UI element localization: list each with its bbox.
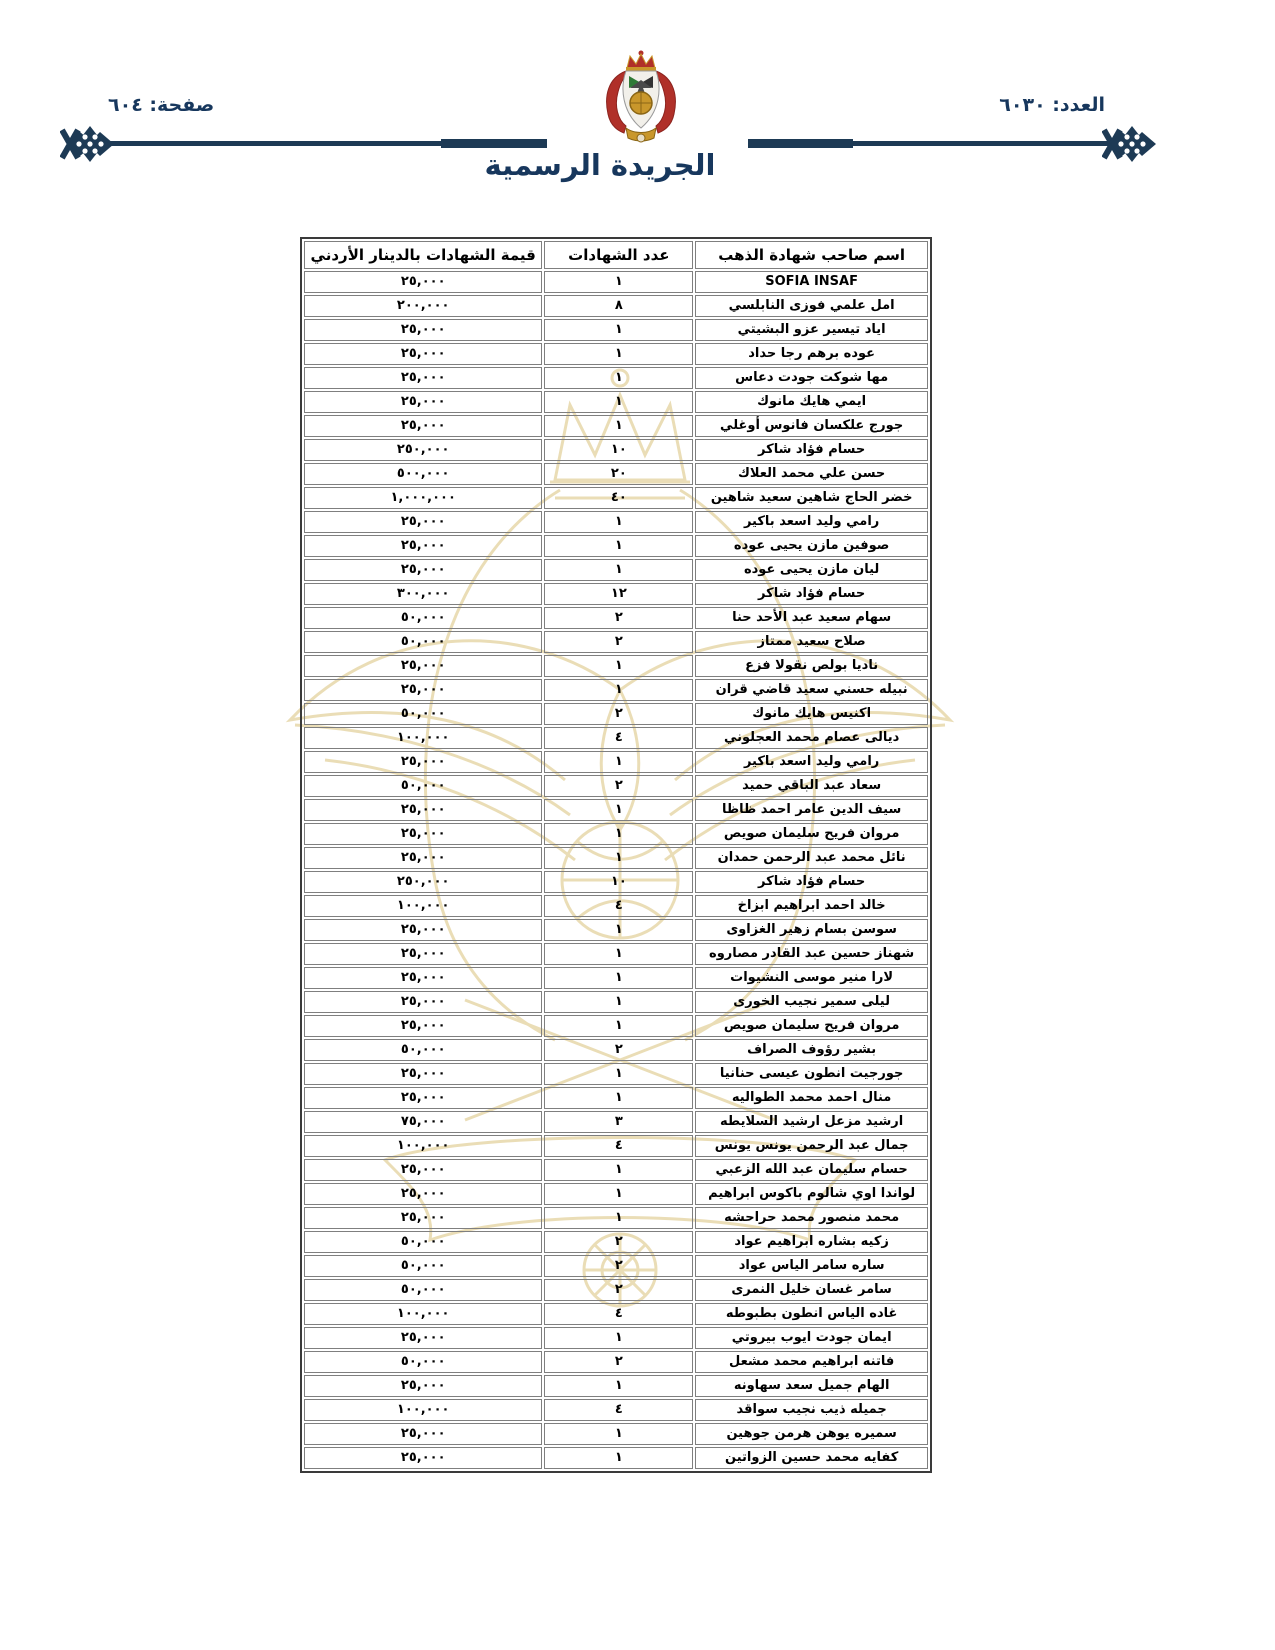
certificate-value-cell: ٥٠,٠٠٠ bbox=[304, 1351, 542, 1373]
certificate-count-cell: ٢٠ bbox=[544, 463, 693, 485]
holder-name-cell: جميله ذيب نجيب سواقد bbox=[695, 1399, 928, 1421]
certificate-count-cell: ١ bbox=[544, 1183, 693, 1205]
certificate-value-cell: ٢٥,٠٠٠ bbox=[304, 1447, 542, 1469]
table-row bbox=[304, 1255, 928, 1277]
certificate-count-cell: ١ bbox=[544, 319, 693, 341]
table-row bbox=[304, 1375, 928, 1397]
certificate-count-cell: ١ bbox=[544, 391, 693, 413]
certificate-count-cell: ١ bbox=[544, 271, 693, 293]
table-row bbox=[304, 1183, 928, 1205]
table-row bbox=[304, 631, 928, 653]
holder-name-cell: غاده الياس انطون بطبوطه bbox=[695, 1303, 928, 1325]
certificate-value-cell: ٢٥,٠٠٠ bbox=[304, 511, 542, 533]
table-row bbox=[304, 487, 928, 509]
certificate-count-cell: ١ bbox=[544, 343, 693, 365]
column-header-certificate-count: عدد الشهادات bbox=[544, 241, 693, 269]
certificate-value-cell: ٢٥,٠٠٠ bbox=[304, 991, 542, 1013]
gazette-title: الجريدة الرسمية bbox=[484, 148, 716, 182]
certificate-value-cell: ١,٠٠٠,٠٠٠ bbox=[304, 487, 542, 509]
holder-name-cell: سعاد عبد الباقي حميد bbox=[695, 775, 928, 797]
certificate-count-cell: ٤ bbox=[544, 1135, 693, 1157]
holder-name-cell: جورج علكسان فانوس أوغلي bbox=[695, 415, 928, 437]
certificate-value-cell: ٥٠,٠٠٠ bbox=[304, 1279, 542, 1301]
holder-name-cell: خضر الحاج شاهين سعيد شاهين bbox=[695, 487, 928, 509]
certificate-value-cell: ١٠٠,٠٠٠ bbox=[304, 1303, 542, 1325]
certificate-value-cell: ٥٠,٠٠٠ bbox=[304, 1255, 542, 1277]
table-row bbox=[304, 1207, 928, 1229]
holder-name-cell: لارا منير موسى النشيوات bbox=[695, 967, 928, 989]
certificate-count-cell: ١ bbox=[544, 559, 693, 581]
holder-name-cell: ليان مازن يحيى عوده bbox=[695, 559, 928, 581]
certificate-count-cell: ٢ bbox=[544, 1351, 693, 1373]
table-row bbox=[304, 847, 928, 869]
certificate-value-cell: ٢٥,٠٠٠ bbox=[304, 415, 542, 437]
holder-name-cell: خالد احمد ابراهيم ابزاخ bbox=[695, 895, 928, 917]
certificate-count-cell: ١ bbox=[544, 919, 693, 941]
holder-name-cell: منال احمد محمد الطواليه bbox=[695, 1087, 928, 1109]
table-row bbox=[304, 895, 928, 917]
certificate-value-cell: ٥٠,٠٠٠ bbox=[304, 607, 542, 629]
column-header-certificate-value: قيمة الشهادات بالدينار الأردني bbox=[304, 241, 542, 269]
certificate-count-cell: ٣ bbox=[544, 1111, 693, 1133]
table-row bbox=[304, 1135, 928, 1157]
jordan-coat-of-arms-icon bbox=[596, 50, 686, 146]
certificate-count-cell: ١ bbox=[544, 991, 693, 1013]
certificate-value-cell: ٢٥,٠٠٠ bbox=[304, 655, 542, 677]
certificate-count-cell: ١٠ bbox=[544, 439, 693, 461]
table-row bbox=[304, 1159, 928, 1181]
certificate-count-cell: ١ bbox=[544, 1375, 693, 1397]
certificate-value-cell: ٥٠,٠٠٠ bbox=[304, 1231, 542, 1253]
table-row bbox=[304, 655, 928, 677]
certificate-count-cell: ١ bbox=[544, 1327, 693, 1349]
certificate-count-cell: ٢ bbox=[544, 607, 693, 629]
holder-name-cell: ايمي هايك مانوك bbox=[695, 391, 928, 413]
holder-name-cell: حسام سليمان عبد الله الزعبي bbox=[695, 1159, 928, 1181]
certificate-value-cell: ٢٥,٠٠٠ bbox=[304, 391, 542, 413]
certificate-value-cell: ٢٠٠,٠٠٠ bbox=[304, 295, 542, 317]
certificate-count-cell: ١ bbox=[544, 1159, 693, 1181]
certificate-value-cell: ٥٠,٠٠٠ bbox=[304, 1039, 542, 1061]
holder-name-cell: سوسن بسام زهير الغزاوى bbox=[695, 919, 928, 941]
certificate-count-cell: ١ bbox=[544, 967, 693, 989]
holder-name-cell: الهام جميل سعد سهاونه bbox=[695, 1375, 928, 1397]
certificate-value-cell: ٥٠,٠٠٠ bbox=[304, 775, 542, 797]
certificate-value-cell: ٢٥,٠٠٠ bbox=[304, 847, 542, 869]
table-row bbox=[304, 727, 928, 749]
certificate-count-cell: ١ bbox=[544, 679, 693, 701]
certificate-count-cell: ١ bbox=[544, 1087, 693, 1109]
certificate-value-cell: ٢٥,٠٠٠ bbox=[304, 319, 542, 341]
certificate-value-cell: ٥٠٠,٠٠٠ bbox=[304, 463, 542, 485]
holder-name-cell: لواندا اوي شالوم باكوس ابراهيم bbox=[695, 1183, 928, 1205]
table-row bbox=[304, 1447, 928, 1469]
holder-name-cell: حسام فؤاد شاكر bbox=[695, 439, 928, 461]
certificate-count-cell: ٢ bbox=[544, 1039, 693, 1061]
certificate-value-cell: ١٠٠,٠٠٠ bbox=[304, 1399, 542, 1421]
certificate-value-cell: ٢٥,٠٠٠ bbox=[304, 1087, 542, 1109]
holder-name-cell: ديالى عصام محمد العجلوني bbox=[695, 727, 928, 749]
certificate-value-cell: ٢٥,٠٠٠ bbox=[304, 799, 542, 821]
certificate-value-cell: ٢٥,٠٠٠ bbox=[304, 1423, 542, 1445]
table-row bbox=[304, 415, 928, 437]
certificate-count-cell: ٤ bbox=[544, 1303, 693, 1325]
certificate-value-cell: ٢٥,٠٠٠ bbox=[304, 535, 542, 557]
holder-name-cell: سميره يوهن هرمن جوهين bbox=[695, 1423, 928, 1445]
table-row bbox=[304, 1279, 928, 1301]
certificate-count-cell: ١ bbox=[544, 367, 693, 389]
table-row bbox=[304, 1399, 928, 1421]
certificate-value-cell: ٢٥,٠٠٠ bbox=[304, 943, 542, 965]
certificate-count-cell: ٤ bbox=[544, 727, 693, 749]
table-row bbox=[304, 1303, 928, 1325]
holder-name-cell: عوده برهم رجا حداد bbox=[695, 343, 928, 365]
table-row bbox=[304, 967, 928, 989]
table-row bbox=[304, 751, 928, 773]
certificate-count-cell: ٢ bbox=[544, 631, 693, 653]
table-row bbox=[304, 607, 928, 629]
certificate-value-cell: ٧٥,٠٠٠ bbox=[304, 1111, 542, 1133]
certificate-count-cell: ١ bbox=[544, 1015, 693, 1037]
certificate-value-cell: ٢٥,٠٠٠ bbox=[304, 343, 542, 365]
holder-name-cell: صوفين مازن يحيى عوده bbox=[695, 535, 928, 557]
column-header-holder-name: اسم صاحب شهادة الذهب bbox=[695, 241, 928, 269]
header-rule-right-thin bbox=[853, 141, 1110, 146]
certificate-value-cell: ٢٥,٠٠٠ bbox=[304, 1327, 542, 1349]
table-row bbox=[304, 439, 928, 461]
certificate-count-cell: ١ bbox=[544, 1207, 693, 1229]
certificate-count-cell: ٤ bbox=[544, 895, 693, 917]
certificate-count-cell: ٤٠ bbox=[544, 487, 693, 509]
table-row bbox=[304, 583, 928, 605]
holder-name-cell: كفايه محمد حسين الزواتين bbox=[695, 1447, 928, 1469]
certificate-value-cell: ٢٥,٠٠٠ bbox=[304, 751, 542, 773]
certificate-value-cell: ٢٥,٠٠٠ bbox=[304, 1063, 542, 1085]
holder-name-cell: نائل محمد عبد الرحمن حمدان bbox=[695, 847, 928, 869]
certificate-value-cell: ٢٥,٠٠٠ bbox=[304, 1375, 542, 1397]
certificate-count-cell: ١ bbox=[544, 415, 693, 437]
certificate-value-cell: ٢٥,٠٠٠ bbox=[304, 679, 542, 701]
certificate-value-cell: ٢٥,٠٠٠ bbox=[304, 823, 542, 845]
table-body bbox=[304, 271, 928, 1469]
certificate-value-cell: ٢٥,٠٠٠ bbox=[304, 1159, 542, 1181]
table-row bbox=[304, 1327, 928, 1349]
certificate-count-cell: ٢ bbox=[544, 1279, 693, 1301]
table-row bbox=[304, 871, 928, 893]
holder-name-cell: حسام فؤاد شاكر bbox=[695, 871, 928, 893]
certificate-value-cell: ١٠٠,٠٠٠ bbox=[304, 727, 542, 749]
certificate-count-cell: ١ bbox=[544, 511, 693, 533]
table-row bbox=[304, 703, 928, 725]
holder-name-cell: حسام فؤاد شاكر bbox=[695, 583, 928, 605]
table-row bbox=[304, 559, 928, 581]
table-row bbox=[304, 463, 928, 485]
holder-name-cell: سيف الدين عامر احمد ظاظا bbox=[695, 799, 928, 821]
table-row bbox=[304, 1015, 928, 1037]
table-row bbox=[304, 1423, 928, 1445]
table-row bbox=[304, 343, 928, 365]
table-row bbox=[304, 1039, 928, 1061]
page-number-label: صفحة: ٦٠٤ bbox=[108, 94, 215, 116]
certificate-count-cell: ٢ bbox=[544, 775, 693, 797]
certificate-count-cell: ١ bbox=[544, 535, 693, 557]
holder-name-cell: محمد منصور محمد حراحشه bbox=[695, 1207, 928, 1229]
certificate-count-cell: ١٢ bbox=[544, 583, 693, 605]
gold-certificates-table bbox=[300, 237, 932, 1473]
certificate-count-cell: ١٠ bbox=[544, 871, 693, 893]
rule-ornament-left-icon bbox=[60, 126, 116, 162]
table-row bbox=[304, 679, 928, 701]
table-row bbox=[304, 1087, 928, 1109]
holder-name-cell: سهام سعيد عبد الأحد حنا bbox=[695, 607, 928, 629]
holder-name-cell: جمال عبد الرحمن يونس يونس bbox=[695, 1135, 928, 1157]
certificate-value-cell: ٢٥٠,٠٠٠ bbox=[304, 871, 542, 893]
certificate-value-cell: ٢٥,٠٠٠ bbox=[304, 1207, 542, 1229]
table-row bbox=[304, 1063, 928, 1085]
certificate-value-cell: ٥٠,٠٠٠ bbox=[304, 631, 542, 653]
certificate-value-cell: ٢٥,٠٠٠ bbox=[304, 1183, 542, 1205]
holder-name-cell: امل علمي فوزى النابلسي bbox=[695, 295, 928, 317]
table-row bbox=[304, 991, 928, 1013]
table-row bbox=[304, 823, 928, 845]
table-row bbox=[304, 391, 928, 413]
holder-name-cell: سامر غسان خليل النمرى bbox=[695, 1279, 928, 1301]
table-row bbox=[304, 295, 928, 317]
certificate-count-cell: ١ bbox=[544, 1423, 693, 1445]
table-row bbox=[304, 1351, 928, 1373]
holder-name-cell: اكنيس هايك مانوك bbox=[695, 703, 928, 725]
certificate-value-cell: ٢٥,٠٠٠ bbox=[304, 559, 542, 581]
certificate-value-cell: ٢٥٠,٠٠٠ bbox=[304, 439, 542, 461]
table-row bbox=[304, 943, 928, 965]
certificate-count-cell: ١ bbox=[544, 943, 693, 965]
holder-name-cell: جورجيت انطون عيسى حنانيا bbox=[695, 1063, 928, 1085]
holder-name-cell: اياد تيسير عزو البشيتي bbox=[695, 319, 928, 341]
issue-number-label: العدد: ٦٠٣٠ bbox=[999, 94, 1105, 116]
certificate-count-cell: ٢ bbox=[544, 1231, 693, 1253]
table-row bbox=[304, 271, 928, 293]
holder-name-cell: مروان فريح سليمان صويص bbox=[695, 823, 928, 845]
certificate-count-cell: ١ bbox=[544, 1447, 693, 1469]
holder-name-cell: فاتنه ابراهيم محمد مشعل bbox=[695, 1351, 928, 1373]
table-row bbox=[304, 799, 928, 821]
header-rule-left-thin bbox=[108, 141, 441, 146]
certificate-count-cell: ٤ bbox=[544, 1399, 693, 1421]
holder-name-cell: ساره سامر الياس عواد bbox=[695, 1255, 928, 1277]
certificate-value-cell: ٢٥,٠٠٠ bbox=[304, 367, 542, 389]
table-row bbox=[304, 919, 928, 941]
certificate-count-cell: ١ bbox=[544, 655, 693, 677]
certificate-value-cell: ١٠٠,٠٠٠ bbox=[304, 895, 542, 917]
holder-name-cell: نبيله حسني سعيد قاضي قران bbox=[695, 679, 928, 701]
holder-name-cell: ليلى سمير نجيب الخورى bbox=[695, 991, 928, 1013]
certificate-value-cell: ٢٥,٠٠٠ bbox=[304, 919, 542, 941]
certificate-value-cell: ٥٠,٠٠٠ bbox=[304, 703, 542, 725]
certificate-count-cell: ١ bbox=[544, 799, 693, 821]
table-row bbox=[304, 1111, 928, 1133]
header-rule-right-thick bbox=[748, 139, 853, 148]
holder-name-cell: شهناز حسين عبد القادر مصاروه bbox=[695, 943, 928, 965]
certificate-count-cell: ٢ bbox=[544, 1255, 693, 1277]
holder-name-cell: صلاح سعيد ممتاز bbox=[695, 631, 928, 653]
table-row bbox=[304, 1231, 928, 1253]
table-row bbox=[304, 535, 928, 557]
certificate-value-cell: ١٠٠,٠٠٠ bbox=[304, 1135, 542, 1157]
holder-name-cell: رامي وليد اسعد باكير bbox=[695, 751, 928, 773]
holder-name-cell: ارشيد مزعل ارشيد السلايطه bbox=[695, 1111, 928, 1133]
certificate-count-cell: ١ bbox=[544, 847, 693, 869]
holder-name-cell: حسن علي محمد العلاك bbox=[695, 463, 928, 485]
table-row bbox=[304, 319, 928, 341]
table-row bbox=[304, 775, 928, 797]
certificate-value-cell: ٢٥,٠٠٠ bbox=[304, 1015, 542, 1037]
certificate-count-cell: ١ bbox=[544, 751, 693, 773]
table-row bbox=[304, 511, 928, 533]
table-row bbox=[304, 367, 928, 389]
holder-name-cell: SOFIA INSAF bbox=[695, 271, 928, 293]
certificate-value-cell: ٢٥,٠٠٠ bbox=[304, 271, 542, 293]
holder-name-cell: مروان فريح سليمان صويص bbox=[695, 1015, 928, 1037]
holder-name-cell: رامي وليد اسعد باكير bbox=[695, 511, 928, 533]
certificate-value-cell: ٢٥,٠٠٠ bbox=[304, 967, 542, 989]
holder-name-cell: ايمان جودت ايوب بيروتي bbox=[695, 1327, 928, 1349]
certificate-count-cell: ٢ bbox=[544, 703, 693, 725]
certificate-count-cell: ٨ bbox=[544, 295, 693, 317]
holder-name-cell: ناديا بولص نقولا فزع bbox=[695, 655, 928, 677]
certificate-count-cell: ١ bbox=[544, 823, 693, 845]
holder-name-cell: بشير رؤوف الصراف bbox=[695, 1039, 928, 1061]
certificate-count-cell: ١ bbox=[544, 1063, 693, 1085]
table-header-row bbox=[304, 241, 928, 269]
holder-name-cell: مها شوكت جودت دعاس bbox=[695, 367, 928, 389]
rule-ornament-right-icon bbox=[1102, 126, 1158, 162]
certificate-value-cell: ٣٠٠,٠٠٠ bbox=[304, 583, 542, 605]
holder-name-cell: زكيه بشاره ابراهيم عواد bbox=[695, 1231, 928, 1253]
header-rule-left-thick bbox=[441, 139, 547, 148]
